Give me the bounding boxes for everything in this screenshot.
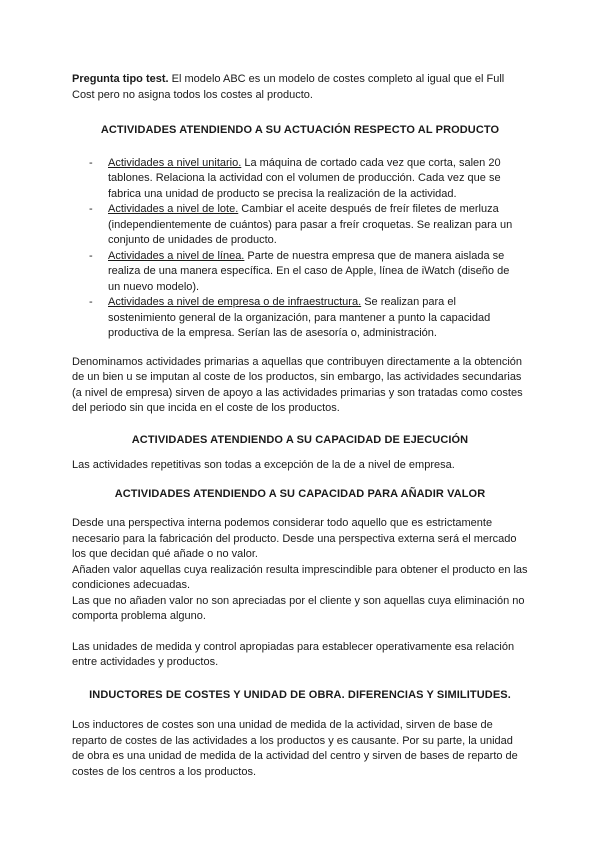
value-line: Desde una perspectiva interna podemos considerar todo aquello que es estrictamente necesario para la fabricación del producto. Desde una perspectiva externa será el mercado los que decidan qué añade o no valor.	[72, 517, 517, 560]
activity-levels-list	[72, 156, 528, 342]
intro-paragraph	[72, 72, 528, 103]
bullet-text: Cambiar el aceite después de freír filetes de merluza (independientemente de cuántos) para pasar a freír croquetas. Se realizan para un conjunto de unidades de producto.	[108, 203, 513, 246]
bullet-term: Actividades a nivel de línea.	[108, 249, 245, 262]
measurement-units-paragraph: Las unidades de medida y control apropiadas para establecer operativamente esa relación entre actividades y productos.	[72, 640, 515, 668]
intro-bold-label: Pregunta tipo test.	[72, 73, 169, 85]
bullet-term: Actividades a nivel unitario.	[108, 156, 242, 169]
value-paragraph-block	[72, 516, 528, 625]
dash-marker: -	[89, 203, 93, 215]
list-item	[72, 249, 528, 296]
dash-marker: -	[89, 249, 93, 262]
heading-actuacion: ACTIVIDADES ATENDIENDO A SU ACTUACIÓN RESPECTO AL PRODUCTO	[100, 124, 500, 136]
bullet-term: Actividades a nivel de lote.	[108, 203, 239, 215]
bullet-text: Parte de nuestra empresa que de manera aislada se realiza de una manera específica. En el caso de Apple, línea de iWatch (diseño de un nuevo modelo).	[108, 249, 510, 293]
bullet-text: Se realizan para el sostenimiento general de la organización, para mantener a punto la capacidad productiva de la empresa. Serían las de asesoría o, administración.	[108, 296, 491, 339]
dash-marker: -	[89, 156, 93, 169]
cost-drivers-paragraph: Los inductores de costes son una unidad de medida de la actividad, sirven de base de reparto de costes de las actividades a los productos y es causante. Por su parte, la unidad de obra es una unidad de medida de la actividad del centro y sirven de bases de reparto de costes de los centros a los productos.	[72, 719, 518, 778]
heading-capacidad: ACTIVIDADES ATENDIENDO A SU CAPACIDAD DE EJECUCIÓN	[131, 433, 469, 446]
intro-text: El modelo ABC es un modelo de costes completo al igual que el Full Cost pero no asigna todos los costes al producto.	[72, 73, 505, 101]
heading-valor: ACTIVIDADES ATENDIENDO A SU CAPACIDAD PARA AÑADIR VALOR	[114, 487, 486, 500]
repetitive-activities-paragraph: Las actividades repetitivas son todas a excepción de la de a nivel de empresa.	[72, 459, 455, 471]
primary-activities-paragraph: Denominamos actividades primarias a aquellas que contribuyen directamente a la obtención de un bien u se imputan al coste de los productos, sin embargo, las actividades secundarias (a nivel de empresa) sirven de apoyo a las actividades primarias y son tratadas como costes del periodo sin que incida en el coste de los productos.	[72, 355, 523, 414]
bullet-text: La máquina de cortado cada vez que corta, salen 20 tablones. Relaciona la actividad con el volumen de producción. Cada vez que se fabrica una unidad de producto se precisa la realización de la actividad.	[108, 156, 501, 200]
value-line: Añaden valor aquellas cuya realización resulta imprescindible para obtener el producto en las condiciones adecuadas.	[72, 563, 528, 591]
bullet-term: Actividades a nivel de empresa o de infraestructura.	[108, 296, 362, 308]
heading-inductores: INDUCTORES DE COSTES Y UNIDAD DE OBRA. DIFERENCIAS Y SIMILITUDES.	[89, 688, 511, 701]
list-item	[72, 202, 528, 249]
value-line: Las que no añaden valor no son apreciadas por el cliente y son aquellas cuya eliminación no comporta problema alguno.	[72, 594, 525, 622]
list-item	[72, 156, 528, 203]
list-item	[72, 295, 528, 342]
dash-marker: -	[89, 296, 93, 308]
